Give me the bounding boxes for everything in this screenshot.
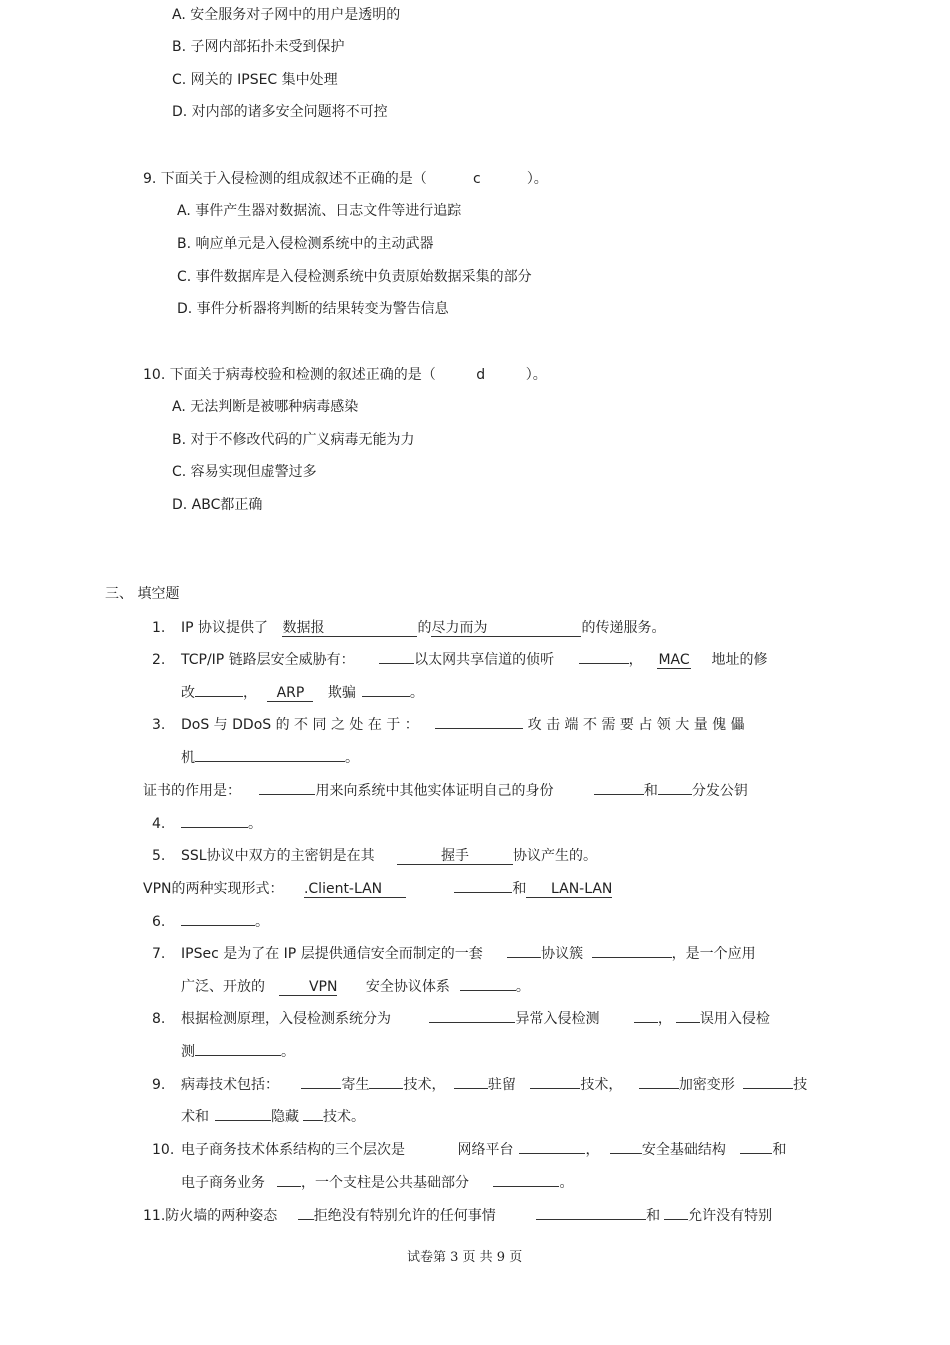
q10-option-b: B. 对于不修改代码的广义病毒无能为力	[172, 432, 415, 448]
vpn-answer-2: LAN-LAN	[526, 881, 612, 898]
fill-2: 2. TCP/IP 链路层安全威胁有： 以太网共享信道的侦听 ， MAC 地址的修	[152, 652, 768, 668]
q9-option-d: D. 事件分析器将判断的结果转变为警告信息	[177, 301, 449, 317]
q9-option-c: C. 事件数据库是入侵检测系统中负责原始数据采集的部分	[177, 269, 532, 285]
fill-8: 8. 根据检测原理，入侵检测系统分为 异常入侵检测 ， 误用入侵检	[152, 1011, 770, 1027]
q9-option-b: B. 响应单元是入侵检测系统中的主动武器	[177, 236, 434, 252]
cert-line: 证书的作用是： 用来向系统中其他实体证明自己的身份 和 分发公钥	[143, 783, 748, 799]
q10-option-a: A. 无法判断是被哪种病毒感染	[172, 399, 359, 415]
fill-9-line-2: 术和 隐藏 技术。	[181, 1109, 365, 1125]
q8-option-d: D. 对内部的诸多安全问题将不可控	[172, 104, 388, 120]
q10-option-d: D. ABC都正确	[172, 497, 263, 513]
fill-2-blank-2: MAC	[658, 652, 690, 668]
fill-8-line-2: 测 。	[181, 1044, 295, 1060]
fill-1-blank-1: 数据报	[282, 620, 417, 637]
vpn-line: VPN的两种实现形式： .Client-LAN 和 LAN-LAN	[143, 881, 613, 897]
fill-10-blank-3: 电子商务业务	[181, 1175, 265, 1191]
fill-7-blank-1: 协议簇	[541, 946, 584, 962]
cert-answer-2: 分发公钥	[691, 783, 748, 799]
fill-9-blank-1: 寄生	[341, 1077, 370, 1093]
q8-option-b: B. 子网内部拓扑未受到保护	[172, 39, 345, 55]
fill-2-blank-1: 以太网共享信道的侦听	[414, 652, 555, 668]
fill-1-blank-2: 尽力而为	[431, 620, 581, 637]
fill-2-line-2: 改 ， ARP 欺骗 。	[181, 685, 424, 701]
q10-answer: d	[476, 367, 486, 383]
fill-3: 3. DoS 与 DDoS 的 不 同 之 处 在 于 ： 攻 击 端 不 需 要 占 领 大 量 傀 儡	[152, 717, 745, 733]
fill-9-blank-3: 加密变形	[678, 1077, 735, 1093]
fill-10: 10. 电子商务技术体系结构的三个层次是 网络平台 ， 安全基础结构 和	[152, 1142, 787, 1158]
fill-3-line-2: 机 。	[181, 750, 359, 766]
fill-6: 6. 。	[152, 914, 269, 930]
fill-10-blank-1: 网络平台	[457, 1142, 514, 1158]
fill-4: 4. 。	[152, 816, 262, 832]
section-title: 三、 填空题	[105, 586, 180, 602]
fill-1: 1. IP 协议提供了 数据报 的尽力而为 的传递服务。	[152, 620, 666, 636]
fill-2-blank-3: ARP	[267, 685, 313, 702]
fill-9: 9. 病毒技术包括： 寄生 技术， 驻留 技术， 加密变形 技	[152, 1077, 808, 1093]
q10-stem: 10. 下面关于病毒校验和检测的叙述正确的是（ d ）。	[143, 367, 547, 383]
cert-answer-1: 用来向系统中其他实体证明自己的身份	[315, 783, 554, 799]
q9-answer: c	[472, 171, 481, 187]
fill-11-blank-1: 拒绝没有特别允许的任何事情	[313, 1208, 496, 1224]
fill-7-blank-2: VPN	[279, 979, 337, 996]
fill-7-line-2: 广泛、开放的 VPN 安全协议体系 。	[181, 979, 530, 995]
fill-8-blank-2: 误用入侵检	[699, 1011, 770, 1027]
fill-11-blank-2: 允许没有特别	[688, 1208, 773, 1224]
fill-8-blank-1: 异常入侵检测	[515, 1011, 600, 1027]
q9-stem: 9. 下面关于入侵检测的组成叙述不正确的是（ c ）。	[143, 171, 548, 187]
vpn-answer-1: .Client-LAN	[304, 881, 406, 898]
fill-9-blank-2: 驻留	[487, 1077, 516, 1093]
fill-11: 11.防火墙的两种姿态 拒绝没有特别允许的任何事情 和 允许没有特别	[143, 1208, 773, 1224]
q9-option-a: A. 事件产生器对数据流、日志文件等进行追踪	[177, 203, 462, 219]
q10-option-c: C. 容易实现但虚警过多	[172, 464, 317, 480]
fill-9-blank-4: 隐藏	[271, 1109, 299, 1125]
fill-10-blank-2: 安全基础结构	[641, 1142, 726, 1158]
page-footer: 试卷第 3 页 共 9 页	[407, 1250, 523, 1265]
fill-10-line-2: 电子商务业务 ，一个支柱是公共基础部分 。	[181, 1175, 574, 1191]
fill-5: 5. SSL协议中双方的主密钥是在其 握手 协议产生的。	[152, 848, 598, 864]
q8-option-a: A. 安全服务对子网中的用户是透明的	[172, 7, 401, 23]
q8-option-c: C. 网关的 IPSEC 集中处理	[172, 72, 338, 88]
fill-5-blank: 握手	[397, 848, 513, 865]
fill-7: 7. IPSec 是为了在 IP 层提供通信安全而制定的一套 协议簇 ，是一个应用	[152, 946, 756, 962]
